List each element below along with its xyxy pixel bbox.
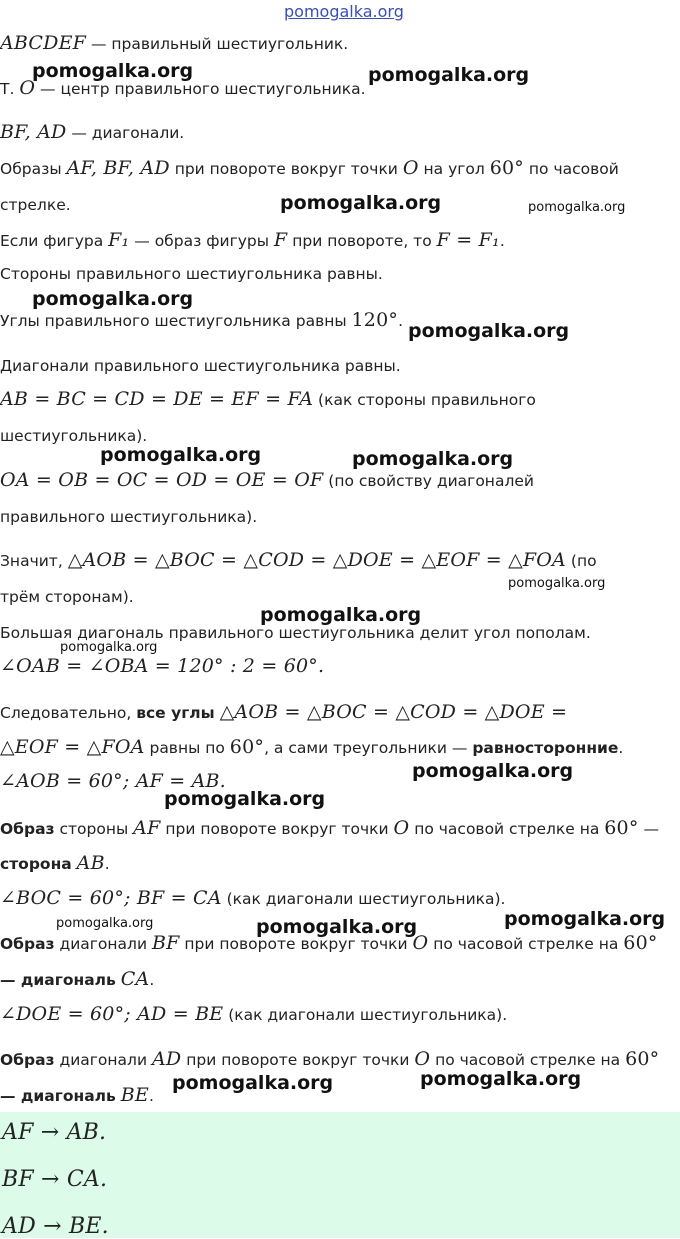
watermark-top[interactable]: pomogalka.org: [284, 2, 404, 21]
text-line: Образ диагонали BF при повороте вокруг точки O по часовой стрелке на 60°: [0, 932, 658, 954]
text-line: ∠BOC = 60°; BF = CA (как диагонали шестиугольника).: [0, 887, 506, 909]
text-line: ∠OAB = ∠OBA = 120° : 2 = 60°.: [0, 655, 325, 677]
text-line: трём сторонам).: [0, 588, 134, 606]
text-line: ABCDEF — правильный шестиугольник.: [0, 32, 349, 54]
text-line: Т. O — центр правильного шестиугольника.: [0, 77, 366, 99]
text-line: Значит, △AOB = △BOC = △COD = △DOE = △EOF = △FOA (по: [0, 549, 597, 571]
watermark: pomogalka.org: [260, 604, 422, 626]
watermark: pomogalka.org: [280, 192, 442, 214]
text-line: AB = BC = CD = DE = EF = FA (как стороны правильного: [0, 388, 536, 410]
text-line: Диагонали правильного шестиугольника равны.: [0, 357, 401, 375]
answer-row: AF → AB.: [2, 1120, 107, 1145]
watermark: pomogalka.org: [256, 916, 418, 938]
text-line: — диагональ BE.: [0, 1084, 154, 1106]
text-line: Образ диагонали AD при повороте вокруг точки O по часовой стрелке на 60°: [0, 1048, 660, 1070]
watermark: pomogalka.org: [32, 288, 194, 310]
text-line: Если фигура F₁ — образ фигуры F при повороте, то F = F₁.: [0, 229, 505, 251]
watermark: pomogalka.org: [508, 576, 606, 591]
watermark: pomogalka.org: [352, 448, 514, 470]
answer-row: BF → CA.: [2, 1167, 108, 1192]
text-line: BF, AD — диагонали.: [0, 121, 185, 143]
text-line: стрелке.: [0, 196, 71, 214]
text-line: Образы AF, BF, AD при повороте вокруг точки O на угол 60° по часовой: [0, 157, 619, 179]
text-line: — диагональ CA.: [0, 968, 155, 990]
watermark: pomogalka.org: [100, 444, 262, 466]
watermark: pomogalka.org: [56, 916, 154, 931]
watermark: pomogalka.org: [60, 640, 158, 655]
text-line: OA = OB = OC = OD = OE = OF (по свойству диагоналей: [0, 469, 534, 491]
text-line: △EOF = △FOA равны по 60°, а сами треугольники — равносторонние.: [0, 736, 624, 758]
text-line: Образ стороны AF при повороте вокруг точки O по часовой стрелке на 60° —: [0, 817, 659, 839]
watermark: pomogalka.org: [504, 908, 666, 930]
watermark: pomogalka.org: [408, 320, 570, 342]
text-line: правильного шестиугольника).: [0, 508, 258, 526]
watermark: pomogalka.org: [368, 64, 530, 86]
watermark: pomogalka.org: [164, 788, 326, 810]
watermark: pomogalka.org: [528, 200, 626, 215]
text-line: ∠DOE = 60°; AD = BE (как диагонали шестиугольника).: [0, 1003, 508, 1025]
text-line: Стороны правильного шестиугольника равны.: [0, 265, 383, 283]
answer-row: AD → BE.: [2, 1214, 109, 1239]
text-line: сторона AB.: [0, 852, 110, 874]
text-line: Углы правильного шестиугольника равны 120°.: [0, 309, 404, 331]
text-line: Большая диагональ правильного шестиугольника делит угол пополам.: [0, 624, 591, 642]
text-line: Следовательно, все углы △AOB = △BOC = △COD = △DOE =: [0, 701, 568, 723]
text-line: шестиугольника).: [0, 427, 148, 445]
watermark: pomogalka.org: [412, 760, 574, 782]
watermark: pomogalka.org: [172, 1072, 334, 1094]
watermark: pomogalka.org: [420, 1068, 582, 1090]
watermark: pomogalka.org: [32, 60, 194, 82]
answer-box: [0, 1112, 680, 1238]
text-line: ∠AOB = 60°; AF = AB.: [0, 770, 226, 792]
